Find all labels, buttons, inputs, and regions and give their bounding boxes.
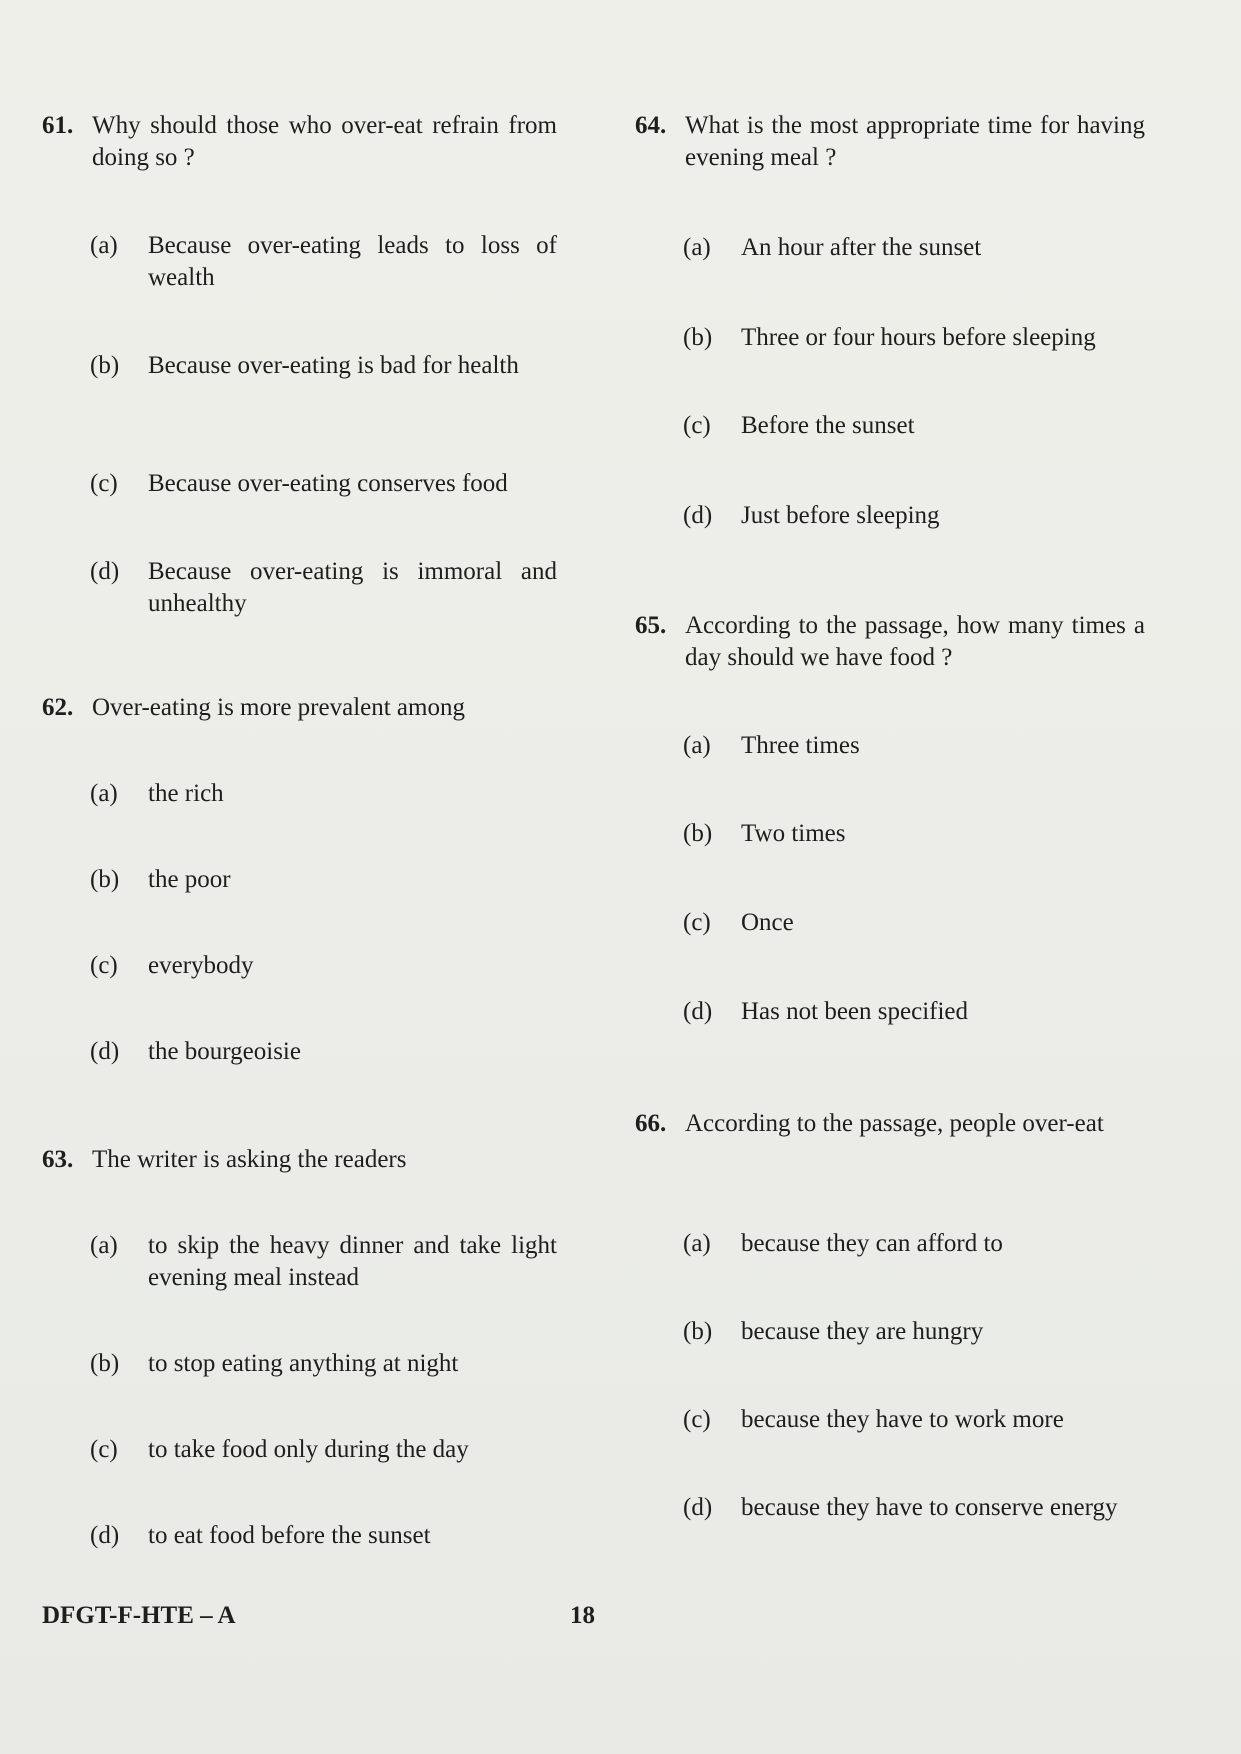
question-text: What is the most appropriate time for having evening meal ? — [685, 112, 1145, 171]
question-62 — [42, 692, 557, 1065]
option-text: the rich — [148, 780, 224, 807]
question-66 — [635, 1108, 1145, 1521]
option-c — [90, 950, 557, 982]
option-label: (d) — [683, 1494, 713, 1521]
option-label: (a) — [90, 232, 118, 259]
option-c — [683, 410, 1145, 442]
option-text: the bourgeoisie — [148, 1038, 301, 1065]
option-text: to take food only during the day — [148, 1436, 469, 1463]
option-text: Three or four hours before sleeping — [741, 324, 1096, 351]
option-text: Two times — [741, 820, 846, 847]
option-text: An hour after the sunset — [741, 234, 982, 261]
option-b — [683, 818, 1145, 850]
question-stem — [635, 1108, 1145, 1140]
option-label: (d) — [683, 502, 713, 529]
question-stem — [42, 110, 557, 174]
option-b — [683, 1316, 1145, 1348]
option-label: (a) — [90, 780, 118, 807]
option-a — [90, 230, 557, 294]
option-a — [683, 1228, 1145, 1260]
option-text: because they are hungry — [741, 1318, 984, 1345]
question-stem — [635, 610, 1145, 674]
option-label: (d) — [90, 1522, 120, 1549]
option-text: Just before sleeping — [741, 502, 940, 529]
option-label: (c) — [90, 952, 118, 979]
option-text: Has not been specified — [741, 998, 969, 1025]
option-label: (a) — [683, 234, 711, 261]
option-label: (a) — [683, 732, 711, 759]
option-text: the poor — [148, 866, 231, 893]
option-label: (c) — [90, 470, 118, 497]
option-c — [683, 1404, 1145, 1436]
option-text: Before the sunset — [741, 412, 915, 439]
option-text: Because over-eating is bad for health — [148, 352, 519, 379]
question-61 — [42, 110, 557, 617]
option-label: (c) — [683, 1406, 711, 1433]
question-number: 64. — [635, 112, 667, 139]
question-text: According to the passage, people over-eat — [685, 1110, 1104, 1137]
question-text: Why should those who over-eat refrain from doing so ? — [92, 112, 557, 171]
option-label: (b) — [683, 324, 713, 351]
option-d — [683, 1492, 1145, 1524]
option-label: (a) — [90, 1232, 118, 1259]
question-65 — [635, 610, 1145, 1025]
option-b — [90, 864, 557, 896]
option-label: (c) — [683, 909, 711, 936]
option-text: Because over-eating leads to loss of wealth — [148, 232, 557, 291]
question-number: 61. — [42, 112, 74, 139]
question-stem — [42, 692, 557, 724]
option-a — [90, 778, 557, 810]
option-d — [90, 1036, 557, 1068]
option-a — [90, 1230, 557, 1294]
option-text: Once — [741, 909, 794, 936]
option-a — [683, 232, 1145, 264]
question-63 — [42, 1144, 557, 1549]
page-number: 18 — [570, 1602, 595, 1629]
option-label: (c) — [683, 412, 711, 439]
paper-code: DFGT-F-HTE – A — [42, 1602, 236, 1629]
option-d — [683, 500, 1145, 532]
option-text: to skip the heavy dinner and take light evening meal instead — [148, 1232, 557, 1291]
question-number: 62. — [42, 694, 74, 721]
option-d — [90, 1520, 557, 1552]
option-c — [90, 1434, 557, 1466]
option-d — [683, 996, 1145, 1028]
question-stem — [42, 1144, 557, 1176]
question-text: Over-eating is more prevalent among — [92, 694, 465, 721]
option-a — [683, 730, 1145, 762]
option-b — [90, 1348, 557, 1380]
question-number: 65. — [635, 612, 667, 639]
option-b — [90, 350, 557, 382]
question-number: 63. — [42, 1146, 74, 1173]
option-text: Because over-eating conserves food — [148, 470, 508, 497]
option-text: because they have to work more — [741, 1406, 1064, 1433]
option-text: Three times — [741, 732, 860, 759]
option-text: because they can afford to — [741, 1230, 1003, 1257]
option-c — [683, 907, 1145, 939]
option-text: to stop eating anything at night — [148, 1350, 459, 1377]
option-label: (d) — [90, 558, 120, 585]
question-number: 66. — [635, 1110, 667, 1137]
question-text: According to the passage, how many times a day should we have food ? — [685, 612, 1145, 671]
option-label: (b) — [90, 1350, 120, 1377]
option-label: (b) — [90, 866, 120, 893]
option-c — [90, 468, 557, 500]
option-text: to eat food before the sunset — [148, 1522, 431, 1549]
option-label: (b) — [683, 1318, 713, 1345]
question-text: The writer is asking the readers — [92, 1146, 407, 1173]
option-text: everybody — [148, 952, 254, 979]
option-b — [683, 322, 1145, 354]
option-d — [90, 556, 557, 620]
option-label: (d) — [90, 1038, 120, 1065]
option-label: (d) — [683, 998, 713, 1025]
question-64 — [635, 110, 1145, 529]
option-label: (a) — [683, 1230, 711, 1257]
option-label: (b) — [90, 352, 120, 379]
option-text: because they have to conserve energy — [741, 1494, 1118, 1521]
option-text: Because over-eating is immoral and unhealthy — [148, 558, 557, 617]
question-stem — [635, 110, 1145, 174]
option-label: (b) — [683, 820, 713, 847]
option-label: (c) — [90, 1436, 118, 1463]
